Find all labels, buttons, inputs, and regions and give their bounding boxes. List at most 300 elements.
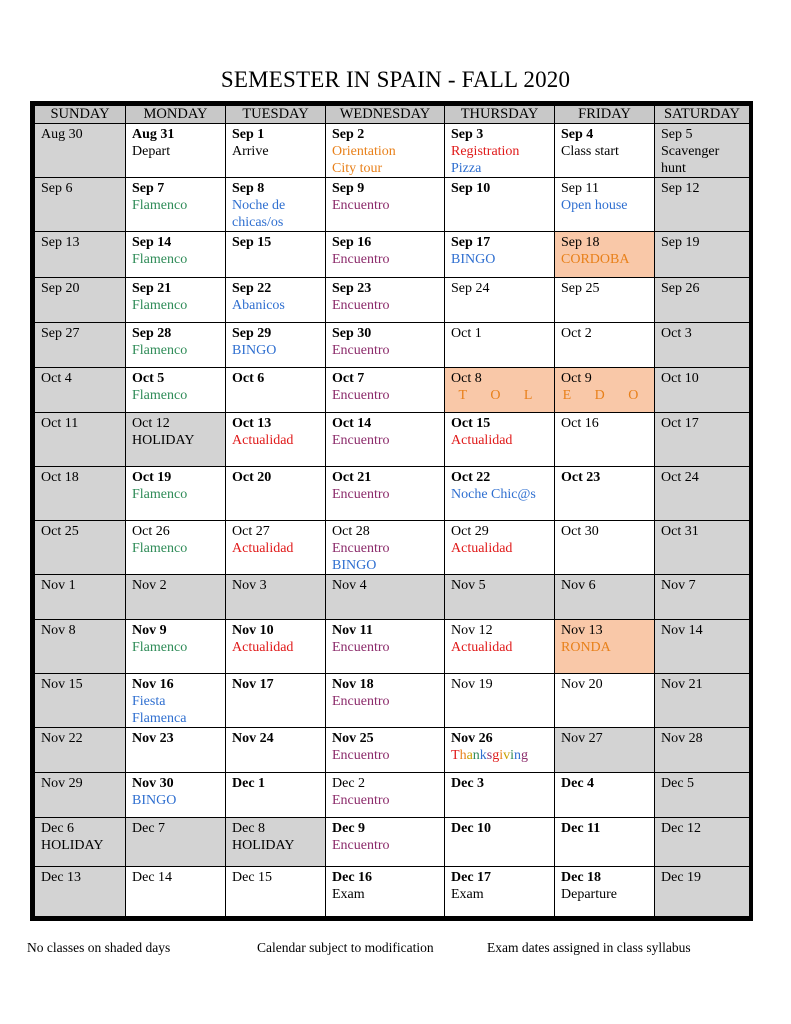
calendar-day-cell (445, 413, 555, 467)
calendar-day-cell (326, 232, 445, 278)
calendar-day-cell (555, 521, 655, 575)
calendar-day-cell (445, 521, 555, 575)
calendar-day-cell (226, 178, 326, 232)
day-date-label: Dec 19 (661, 870, 702, 885)
day-date-label: Sep 7 (132, 181, 165, 196)
calendar-week-row (35, 323, 750, 368)
day-date-label: Oct 6 (232, 371, 265, 386)
calendar-day-cell (555, 575, 655, 620)
day-date-label: Nov 2 (132, 578, 167, 593)
calendar-day-cell (226, 124, 326, 178)
calendar-day-cell (655, 674, 750, 728)
day-date-label: Nov 12 (451, 623, 493, 638)
day-date-label: Oct 24 (661, 470, 699, 485)
day-date-label: Oct 10 (661, 371, 699, 386)
calendar-day-cell (555, 278, 655, 323)
day-event-label: Actualidad (451, 433, 513, 448)
day-date-label: Oct 27 (232, 524, 270, 539)
day-date-label: Dec 5 (661, 776, 695, 791)
calendar-day-cell (445, 867, 555, 917)
calendar-day-cell (326, 124, 445, 178)
day-event-label: Noche de (232, 198, 286, 213)
day-date-label: Oct 19 (132, 470, 172, 485)
calendar-day-cell (35, 773, 126, 818)
day-date-label: Nov 13 (561, 623, 603, 638)
calendar-day-cell (655, 521, 750, 575)
day-event-label: Flamenco (132, 640, 188, 655)
day-date-label: Sep 8 (232, 181, 265, 196)
calendar-day-cell (555, 818, 655, 867)
page-title: SEMESTER IN SPAIN - FALL 2020 (220, 67, 571, 92)
day-date-label: Dec 15 (232, 870, 273, 885)
day-date-label: Nov 1 (41, 578, 76, 593)
calendar-day-cell (445, 178, 555, 232)
calendar-week-row (35, 178, 750, 232)
day-date-label: Dec 4 (561, 776, 595, 791)
day-date-label: Sep 13 (41, 235, 80, 250)
day-date-label: Oct 23 (561, 470, 601, 485)
calendar-day-cell (35, 575, 126, 620)
day-date-label: Sep 26 (661, 281, 700, 296)
weekday-header-row (35, 106, 750, 124)
day-date-label: Oct 4 (41, 371, 72, 386)
calendar-day-cell (445, 467, 555, 521)
day-date-label: Oct 21 (332, 470, 372, 485)
calendar-day-cell (655, 323, 750, 368)
calendar-day-cell (326, 278, 445, 323)
calendar-day-cell (326, 674, 445, 728)
day-date-label: Sep 6 (41, 181, 73, 196)
day-date-label: Dec 16 (332, 870, 373, 885)
calendar-day-cell (326, 575, 445, 620)
day-date-label: Dec 2 (332, 776, 366, 791)
calendar-day-cell (126, 413, 226, 467)
day-date-label: Dec 8 (232, 821, 266, 836)
calendar-day-cell (126, 818, 226, 867)
calendar-day-cell (445, 728, 555, 773)
day-date-label: Sep 10 (451, 181, 491, 196)
calendar-week-row (35, 368, 750, 413)
day-date-label: Dec 14 (132, 870, 173, 885)
calendar-day-cell (126, 278, 226, 323)
day-event-label: HOLIDAY (232, 838, 295, 853)
day-date-label: Nov 10 (232, 623, 274, 638)
calendar-day-cell (226, 278, 326, 323)
day-date-label: Oct 28 (332, 524, 370, 539)
day-event-label: Encuentro (332, 433, 390, 448)
day-date-label: Sep 4 (561, 127, 594, 142)
day-event-label: Registration (451, 144, 520, 159)
calendar-day-cell (655, 467, 750, 521)
calendar-day-cell (126, 178, 226, 232)
day-date-label: Nov 7 (661, 578, 696, 593)
day-event-label: RONDA (561, 640, 611, 655)
day-date-label: Nov 5 (451, 578, 486, 593)
calendar-day-cell (126, 575, 226, 620)
day-date-label: Oct 31 (661, 524, 699, 539)
semester-calendar (34, 105, 750, 917)
day-event-label: BINGO (232, 343, 277, 358)
calendar-day-cell (555, 232, 655, 278)
day-date-label: Dec 12 (661, 821, 702, 836)
calendar-day-cell (226, 818, 326, 867)
day-date-label: Oct 1 (451, 326, 482, 341)
day-date-label: Oct 20 (232, 470, 272, 485)
calendar-day-cell (35, 674, 126, 728)
day-date-label: Dec 7 (132, 821, 166, 836)
day-event-label: BINGO (132, 793, 177, 808)
day-event-label: Encuentro (332, 343, 390, 358)
calendar-day-cell (35, 278, 126, 323)
day-date-label: Nov 11 (332, 623, 373, 638)
day-event-label: E D O (562, 388, 649, 403)
calendar-day-cell (445, 232, 555, 278)
day-event-label: Encuentro (332, 252, 390, 267)
day-date-label: Sep 18 (561, 235, 600, 250)
calendar-day-cell (326, 467, 445, 521)
calendar-day-cell (445, 124, 555, 178)
calendar-day-cell (226, 232, 326, 278)
calendar-day-cell (35, 178, 126, 232)
calendar-day-cell (555, 368, 655, 413)
day-date-label: Sep 2 (332, 127, 365, 142)
day-date-label: Nov 14 (661, 623, 703, 638)
day-event-label: Class start (561, 144, 619, 159)
day-event-label: Encuentro (332, 487, 390, 502)
calendar-day-cell (445, 323, 555, 368)
day-event-label: T O L (458, 388, 543, 403)
calendar-day-cell (655, 867, 750, 917)
day-date-label: Sep 28 (132, 326, 172, 341)
calendar-day-cell (655, 413, 750, 467)
day-event-label: Flamenco (132, 487, 188, 502)
day-event-label: Orientation (332, 144, 396, 159)
day-event-label: Encuentro (332, 748, 390, 763)
day-date-label: Nov 3 (232, 578, 267, 593)
calendar-day-cell (35, 413, 126, 467)
day-event-label: Flamenco (132, 388, 188, 403)
day-event-label: hunt (661, 161, 686, 176)
day-date-label: Nov 15 (41, 677, 83, 692)
calendar-day-cell (445, 368, 555, 413)
day-date-label: Sep 11 (561, 181, 599, 196)
day-event-label: Exam (332, 887, 365, 902)
day-event-label: Flamenco (132, 298, 188, 313)
day-event-label: City tour (332, 161, 383, 176)
day-date-label: Nov 9 (132, 623, 167, 638)
calendar-week-row (35, 773, 750, 818)
day-date-label: Nov 24 (232, 731, 274, 746)
day-event-label: Encuentro (332, 640, 390, 655)
day-date-label: Nov 25 (332, 731, 374, 746)
day-date-label: Dec 11 (561, 821, 601, 836)
day-date-label: Dec 6 (41, 821, 75, 836)
calendar-day-cell (226, 620, 326, 674)
header-monday: MONDAY (126, 106, 226, 124)
footer-note-modification: Calendar subject to modification (257, 940, 434, 955)
day-date-label: Dec 17 (451, 870, 492, 885)
day-event-label: CORDOBA (561, 252, 630, 267)
day-event-label: Flamenca (132, 711, 187, 726)
calendar-week-row (35, 521, 750, 575)
calendar-week-row (35, 818, 750, 867)
calendar-day-cell (35, 521, 126, 575)
header-thursday: THURSDAY (445, 106, 555, 124)
day-date-label: Nov 8 (41, 623, 76, 638)
calendar-day-cell (35, 232, 126, 278)
calendar-day-cell (126, 674, 226, 728)
calendar-day-cell (445, 818, 555, 867)
day-date-label: Dec 1 (232, 776, 266, 791)
day-date-label: Oct 3 (661, 326, 692, 341)
day-date-label: Sep 23 (332, 281, 372, 296)
calendar-day-cell (655, 124, 750, 178)
calendar-day-cell (35, 620, 126, 674)
calendar-day-cell (555, 867, 655, 917)
day-date-label: Sep 5 (661, 127, 693, 142)
day-event-label: Encuentro (332, 198, 390, 213)
calendar-day-cell (35, 867, 126, 917)
day-event-label: Actualidad (232, 433, 294, 448)
day-event-label: Flamenco (132, 541, 188, 556)
header-saturday: SATURDAY (655, 106, 750, 124)
day-date-label: Nov 28 (661, 731, 703, 746)
day-event-label: Actualidad (451, 541, 513, 556)
calendar-day-cell (555, 728, 655, 773)
day-event-label: Flamenco (132, 252, 188, 267)
day-date-label: Sep 25 (561, 281, 600, 296)
day-date-label: Nov 17 (232, 677, 274, 692)
calendar-day-cell (35, 368, 126, 413)
day-date-label: Nov 23 (132, 731, 174, 746)
day-event-label: Thanksgiving (451, 748, 529, 763)
day-event-label: Flamenco (132, 343, 188, 358)
calendar-day-cell (555, 323, 655, 368)
day-event-label: HOLIDAY (41, 838, 104, 853)
day-date-label: Nov 20 (561, 677, 603, 692)
calendar-day-cell (555, 178, 655, 232)
day-date-label: Aug 31 (132, 127, 175, 142)
day-event-label: Arrive (232, 144, 269, 159)
calendar-day-cell (226, 323, 326, 368)
day-date-label: Oct 2 (561, 326, 592, 341)
day-date-label: Nov 18 (332, 677, 374, 692)
day-event-label: Encuentro (332, 793, 390, 808)
calendar-day-cell (126, 867, 226, 917)
day-date-label: Sep 19 (661, 235, 700, 250)
calendar-day-cell (445, 674, 555, 728)
day-date-label: Oct 18 (41, 470, 79, 485)
calendar-day-cell (655, 178, 750, 232)
day-date-label: Oct 9 (561, 371, 592, 386)
day-event-label: BINGO (332, 558, 377, 573)
day-date-label: Oct 7 (332, 371, 365, 386)
day-date-label: Dec 3 (451, 776, 485, 791)
calendar-day-cell (655, 278, 750, 323)
day-date-label: Dec 9 (332, 821, 366, 836)
calendar-day-cell (326, 620, 445, 674)
day-event-label: Encuentro (332, 298, 390, 313)
day-date-label: Sep 27 (41, 326, 80, 341)
day-date-label: Dec 13 (41, 870, 82, 885)
calendar-day-cell (555, 773, 655, 818)
calendar-day-cell (326, 818, 445, 867)
calendar-day-cell (226, 674, 326, 728)
calendar-week-row (35, 867, 750, 917)
day-date-label: Sep 12 (661, 181, 700, 196)
day-event-label: Encuentro (332, 838, 390, 853)
calendar-day-cell (126, 368, 226, 413)
day-date-label: Sep 29 (232, 326, 272, 341)
day-date-label: Sep 16 (332, 235, 372, 250)
day-date-label: Sep 3 (451, 127, 484, 142)
day-date-label: Sep 22 (232, 281, 272, 296)
calendar-day-cell (655, 232, 750, 278)
calendar-day-cell (126, 467, 226, 521)
day-date-label: Nov 19 (451, 677, 493, 692)
header-sunday: SUNDAY (35, 106, 126, 124)
calendar-day-cell (35, 124, 126, 178)
day-event-label: Encuentro (332, 694, 390, 709)
day-event-label: chicas/os (232, 215, 284, 230)
calendar-day-cell (555, 620, 655, 674)
calendar-day-cell (655, 773, 750, 818)
day-date-label: Oct 29 (451, 524, 489, 539)
day-date-label: Sep 15 (232, 235, 272, 250)
day-date-label: Oct 14 (332, 416, 372, 431)
day-date-label: Nov 21 (661, 677, 703, 692)
day-date-label: Oct 11 (41, 416, 79, 431)
day-event-label: Departure (561, 887, 617, 902)
calendar-day-cell (445, 620, 555, 674)
calendar-day-cell (126, 521, 226, 575)
day-date-label: Oct 8 (451, 371, 482, 386)
day-date-label: Sep 1 (232, 127, 265, 142)
calendar-day-cell (126, 232, 226, 278)
calendar-day-cell (326, 368, 445, 413)
day-event-label: Fiesta (132, 694, 166, 709)
day-event-label: BINGO (451, 252, 496, 267)
day-event-label: Pizza (451, 161, 482, 176)
calendar-day-cell (226, 521, 326, 575)
calendar-day-cell (555, 124, 655, 178)
day-date-label: Nov 22 (41, 731, 83, 746)
calendar-week-row (35, 124, 750, 178)
day-date-label: Oct 17 (661, 416, 699, 431)
day-date-label: Sep 14 (132, 235, 172, 250)
day-date-label: Oct 12 (132, 416, 170, 431)
calendar-day-cell (226, 867, 326, 917)
day-date-label: Sep 9 (332, 181, 365, 196)
day-event-label: Actualidad (232, 541, 294, 556)
calendar-day-cell (655, 728, 750, 773)
day-date-label: Oct 25 (41, 524, 79, 539)
day-date-label: Dec 10 (451, 821, 492, 836)
calendar-day-cell (326, 413, 445, 467)
calendar-week-row (35, 620, 750, 674)
day-date-label: Sep 17 (451, 235, 491, 250)
day-date-label: Sep 20 (41, 281, 80, 296)
calendar-day-cell (35, 323, 126, 368)
day-event-label: Encuentro (332, 388, 390, 403)
calendar-day-cell (445, 575, 555, 620)
day-date-label: Sep 21 (132, 281, 172, 296)
calendar-day-cell (226, 773, 326, 818)
header-friday: FRIDAY (555, 106, 655, 124)
day-date-label: Nov 26 (451, 731, 493, 746)
calendar-day-cell (226, 467, 326, 521)
calendar-day-cell (326, 728, 445, 773)
day-date-label: Oct 22 (451, 470, 491, 485)
calendar-day-cell (226, 413, 326, 467)
calendar-week-row (35, 413, 750, 467)
calendar-week-row (35, 575, 750, 620)
calendar-day-cell (445, 773, 555, 818)
day-event-label: Actualidad (232, 640, 294, 655)
day-date-label: Oct 13 (232, 416, 272, 431)
footer-note-exams: Exam dates assigned in class syllabus (487, 940, 691, 955)
day-date-label: Oct 5 (132, 371, 165, 386)
day-event-label: Noche Chic@s (451, 487, 536, 502)
day-date-label: Oct 16 (561, 416, 599, 431)
calendar-day-cell (655, 575, 750, 620)
calendar-week-row (35, 278, 750, 323)
calendar-day-cell (126, 728, 226, 773)
calendar-day-cell (226, 575, 326, 620)
day-event-label: Open house (561, 198, 628, 213)
day-date-label: Oct 26 (132, 524, 170, 539)
day-date-label: Sep 24 (451, 281, 490, 296)
calendar-day-cell (226, 728, 326, 773)
calendar-day-cell (326, 178, 445, 232)
calendar-day-cell (126, 124, 226, 178)
calendar-day-cell (35, 467, 126, 521)
calendar-day-cell (35, 728, 126, 773)
calendar-week-row (35, 467, 750, 521)
day-date-label: Oct 30 (561, 524, 599, 539)
calendar-day-cell (555, 413, 655, 467)
calendar-day-cell (445, 278, 555, 323)
day-date-label: Aug 30 (41, 127, 83, 142)
calendar-day-cell (126, 620, 226, 674)
calendar-week-row (35, 728, 750, 773)
calendar-body (35, 124, 750, 917)
day-date-label: Dec 18 (561, 870, 602, 885)
calendar-day-cell (35, 818, 126, 867)
header-wednesday: WEDNESDAY (326, 106, 445, 124)
calendar-day-cell (126, 773, 226, 818)
calendar-day-cell (555, 674, 655, 728)
calendar-day-cell (226, 368, 326, 413)
calendar-day-cell (655, 818, 750, 867)
calendar-day-cell (126, 323, 226, 368)
day-date-label: Nov 6 (561, 578, 596, 593)
calendar-day-cell (326, 867, 445, 917)
day-date-label: Nov 4 (332, 578, 367, 593)
calendar-day-cell (655, 620, 750, 674)
day-event-label: Actualidad (451, 640, 513, 655)
day-date-label: Nov 30 (132, 776, 174, 791)
calendar-day-cell (326, 521, 445, 575)
day-date-label: Nov 16 (132, 677, 174, 692)
calendar-day-cell (326, 773, 445, 818)
day-event-label: Exam (451, 887, 484, 902)
day-date-label: Nov 29 (41, 776, 83, 791)
day-event-label: Scavenger (661, 144, 720, 159)
footer-note-shaded: No classes on shaded days (27, 940, 171, 955)
calendar-day-cell (555, 467, 655, 521)
day-event-label: Abanicos (232, 298, 285, 313)
